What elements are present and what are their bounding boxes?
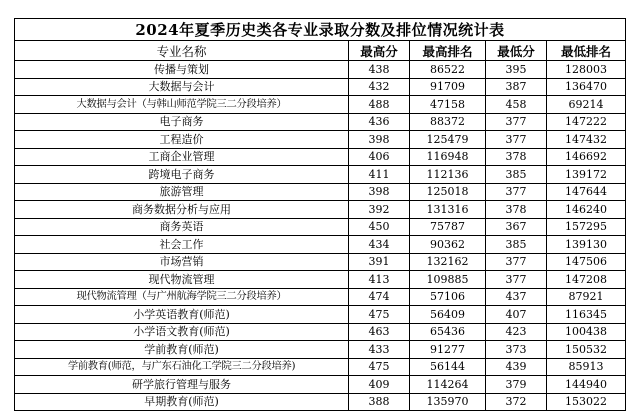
table-row [15,131,626,149]
min-rank-cell: 136470 [547,78,626,96]
column-header-max-score: 最高分 [349,41,410,61]
major-cell: 工程造价 [15,131,349,149]
major-cell: 商务数据分析与应用 [15,201,349,219]
max-score-cell: 432 [349,78,410,96]
table-row [15,236,626,254]
major-cell: 小学语文教育(师范) [15,323,349,341]
table-row [15,393,626,411]
min-score-cell: 423 [486,323,547,341]
min-rank-cell: 69214 [547,96,626,114]
min-score-cell: 458 [486,96,547,114]
max-score-cell: 434 [349,236,410,254]
table-row [15,113,626,131]
min-rank-cell: 147644 [547,183,626,201]
max-rank-cell: 91277 [410,341,486,359]
min-rank-cell: 147506 [547,253,626,271]
table-row [15,61,626,79]
max-score-cell: 436 [349,113,410,131]
major-cell: 商务英语 [15,218,349,236]
min-score-cell: 377 [486,131,547,149]
min-score-cell: 377 [486,271,547,289]
table-row [15,166,626,184]
min-score-cell: 395 [486,61,547,79]
max-score-cell: 463 [349,323,410,341]
major-cell: 社会工作 [15,236,349,254]
column-header-min-score: 最低分 [486,41,547,61]
major-cell: 电子商务 [15,113,349,131]
table-row [15,148,626,166]
max-score-cell: 474 [349,288,410,306]
min-score-cell: 372 [486,393,547,411]
max-rank-cell: 56144 [410,358,486,376]
major-cell: 早期教育(师范) [15,393,349,411]
max-score-cell: 392 [349,201,410,219]
max-score-cell: 411 [349,166,410,184]
max-rank-cell: 109885 [410,271,486,289]
min-score-cell: 378 [486,148,547,166]
min-rank-cell: 139130 [547,236,626,254]
min-rank-cell: 157295 [547,218,626,236]
table-row [15,376,626,394]
table-row [15,358,626,376]
major-cell: 市场营销 [15,253,349,271]
min-rank-cell: 147432 [547,131,626,149]
min-rank-cell: 146240 [547,201,626,219]
min-rank-cell: 147222 [547,113,626,131]
max-rank-cell: 75787 [410,218,486,236]
major-cell: 小学英语教育(师范) [15,306,349,324]
max-score-cell: 450 [349,218,410,236]
max-rank-cell: 112136 [410,166,486,184]
max-score-cell: 475 [349,306,410,324]
min-score-cell: 385 [486,236,547,254]
table-row [15,288,626,306]
max-score-cell: 433 [349,341,410,359]
table-row [15,253,626,271]
min-rank-cell: 100438 [547,323,626,341]
max-rank-cell: 90362 [410,236,486,254]
table-row [15,183,626,201]
min-score-cell: 379 [486,376,547,394]
table-row [15,218,626,236]
column-header-max-rank: 最高排名 [410,41,486,61]
column-header-major: 专业名称 [15,41,349,61]
admission-score-table [14,18,626,411]
max-score-cell: 438 [349,61,410,79]
min-score-cell: 377 [486,253,547,271]
table-row [15,341,626,359]
min-rank-cell: 146692 [547,148,626,166]
min-rank-cell: 150532 [547,341,626,359]
major-cell: 现代物流管理（与广州航海学院三二分段培养） [15,288,349,306]
min-rank-cell: 87921 [547,288,626,306]
major-cell: 跨境电子商务 [15,166,349,184]
min-rank-cell: 85913 [547,358,626,376]
major-cell: 传播与策划 [15,61,349,79]
max-rank-cell: 57106 [410,288,486,306]
max-score-cell: 409 [349,376,410,394]
max-rank-cell: 86522 [410,61,486,79]
max-rank-cell: 116948 [410,148,486,166]
table-row [15,306,626,324]
min-rank-cell: 153022 [547,393,626,411]
min-score-cell: 367 [486,218,547,236]
max-score-cell: 475 [349,358,410,376]
max-rank-cell: 131316 [410,201,486,219]
major-cell: 现代物流管理 [15,271,349,289]
max-score-cell: 406 [349,148,410,166]
max-score-cell: 488 [349,96,410,114]
max-score-cell: 388 [349,393,410,411]
table-title: 2024年夏季历史类各专业录取分数及排位情况统计表 [15,19,626,41]
min-score-cell: 387 [486,78,547,96]
min-score-cell: 439 [486,358,547,376]
max-score-cell: 398 [349,131,410,149]
min-rank-cell: 116345 [547,306,626,324]
min-score-cell: 407 [486,306,547,324]
major-cell: 大数据与会计（与韩山师范学院三二分段培养） [15,96,349,114]
major-cell: 学前教育(师范) [15,341,349,359]
min-score-cell: 373 [486,341,547,359]
min-score-cell: 377 [486,183,547,201]
max-rank-cell: 91709 [410,78,486,96]
max-rank-cell: 47158 [410,96,486,114]
max-rank-cell: 114264 [410,376,486,394]
min-rank-cell: 144940 [547,376,626,394]
max-score-cell: 398 [349,183,410,201]
table-row [15,323,626,341]
max-rank-cell: 135970 [410,393,486,411]
min-score-cell: 377 [486,113,547,131]
table-row [15,78,626,96]
min-rank-cell: 147208 [547,271,626,289]
table-row [15,271,626,289]
min-score-cell: 437 [486,288,547,306]
table-body [15,61,626,411]
column-header-min-rank: 最低排名 [547,41,626,61]
min-rank-cell: 128003 [547,61,626,79]
header-row [15,41,626,61]
major-cell: 大数据与会计 [15,78,349,96]
max-rank-cell: 125018 [410,183,486,201]
table-row [15,201,626,219]
major-cell: 学前教育(师范，与广东石油化工学院三二分段培养) [15,358,349,376]
min-rank-cell: 139172 [547,166,626,184]
min-score-cell: 385 [486,166,547,184]
table-row [15,96,626,114]
max-rank-cell: 56409 [410,306,486,324]
major-cell: 工商企业管理 [15,148,349,166]
max-rank-cell: 125479 [410,131,486,149]
major-cell: 研学旅行管理与服务 [15,376,349,394]
max-score-cell: 391 [349,253,410,271]
max-rank-cell: 132162 [410,253,486,271]
max-score-cell: 413 [349,271,410,289]
max-rank-cell: 65436 [410,323,486,341]
max-rank-cell: 88372 [410,113,486,131]
min-score-cell: 378 [486,201,547,219]
major-cell: 旅游管理 [15,183,349,201]
